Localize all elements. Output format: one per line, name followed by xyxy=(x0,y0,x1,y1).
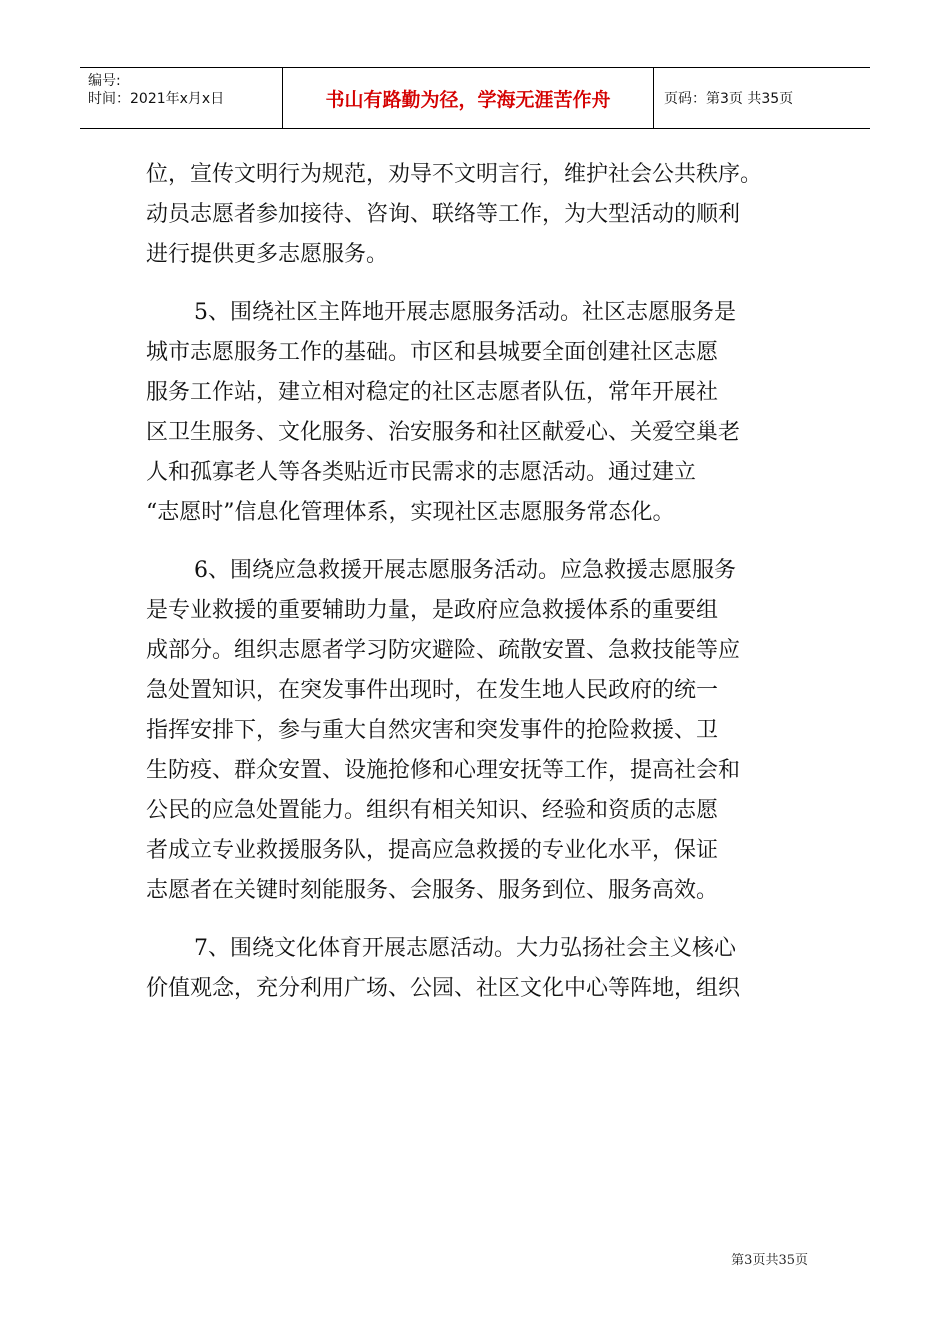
page-footer xyxy=(0,1249,808,1268)
text-line: 是专业救援的重要辅助力量，是政府应急救援体系的重要组 xyxy=(146,598,719,623)
paragraph xyxy=(146,929,808,1009)
text-line: 生防疫、群众安置、设施抢修和心理安抚等工作，提高社会和 xyxy=(146,758,741,783)
doc-number-label: 编号: xyxy=(88,73,121,89)
paragraph xyxy=(146,551,808,911)
header-page-info xyxy=(654,68,870,128)
text-line: 7、围绕文化体育开展志愿活动。大力弘扬社会主义核心 xyxy=(194,936,736,961)
page-label: 页码：第3页 共35页 xyxy=(664,91,794,107)
page-header xyxy=(80,67,870,129)
doc-time-label: 时间：2021年x月x日 xyxy=(88,91,225,107)
header-meta xyxy=(80,68,282,128)
footer-page-number: 第3页共35页 xyxy=(731,1253,808,1268)
text-line: 公民的应急处置能力。组织有相关知识、经验和资质的志愿 xyxy=(146,798,719,823)
text-line: 志愿者在关键时刻能服务、会服务、服务到位、服务高效。 xyxy=(146,878,719,903)
paragraph xyxy=(146,155,808,275)
text-line: “志愿时”信息化管理体系，实现社区志愿服务常态化。 xyxy=(146,500,675,525)
text-line: 成部分。组织志愿者学习防灾避险、疏散安置、急救技能等应 xyxy=(146,638,741,663)
text-line: 位，宣传文明行为规范，劝导不文明言行，维护社会公共秩序。 xyxy=(146,162,763,187)
text-line: 进行提供更多志愿服务。 xyxy=(146,242,389,267)
text-line: 城市志愿服务工作的基础。市区和县城要全面创建社区志愿 xyxy=(146,340,719,365)
header-motto xyxy=(282,68,654,128)
text-line: 指挥安排下，参与重大自然灾害和突发事件的抢险救援、卫 xyxy=(146,718,719,743)
text-line: 价值观念，充分利用广场、公园、社区文化中心等阵地，组织 xyxy=(146,976,741,1001)
text-line: 区卫生服务、文化服务、治安服务和社区献爱心、关爱空巢老 xyxy=(146,420,741,445)
text-line: 5、围绕社区主阵地开展志愿服务活动。社区志愿服务是 xyxy=(194,300,736,325)
text-line: 人和孤寡老人等各类贴近市民需求的志愿活动。通过建立 xyxy=(146,460,697,485)
paragraph xyxy=(146,293,808,533)
motto-text: 书山有路勤为径，学海无涯苦作舟 xyxy=(325,88,611,111)
text-line: 6、围绕应急救援开展志愿服务活动。应急救援志愿服务 xyxy=(194,558,736,583)
document-body xyxy=(146,155,808,1009)
text-line: 动员志愿者参加接待、咨询、联络等工作，为大型活动的顺利 xyxy=(146,202,741,227)
text-line: 急处置知识，在突发事件出现时，在发生地人民政府的统一 xyxy=(146,678,719,703)
text-line: 者成立专业救援服务队，提高应急救援的专业化水平，保证 xyxy=(146,838,719,863)
text-line: 服务工作站，建立相对稳定的社区志愿者队伍，常年开展社 xyxy=(146,380,719,405)
